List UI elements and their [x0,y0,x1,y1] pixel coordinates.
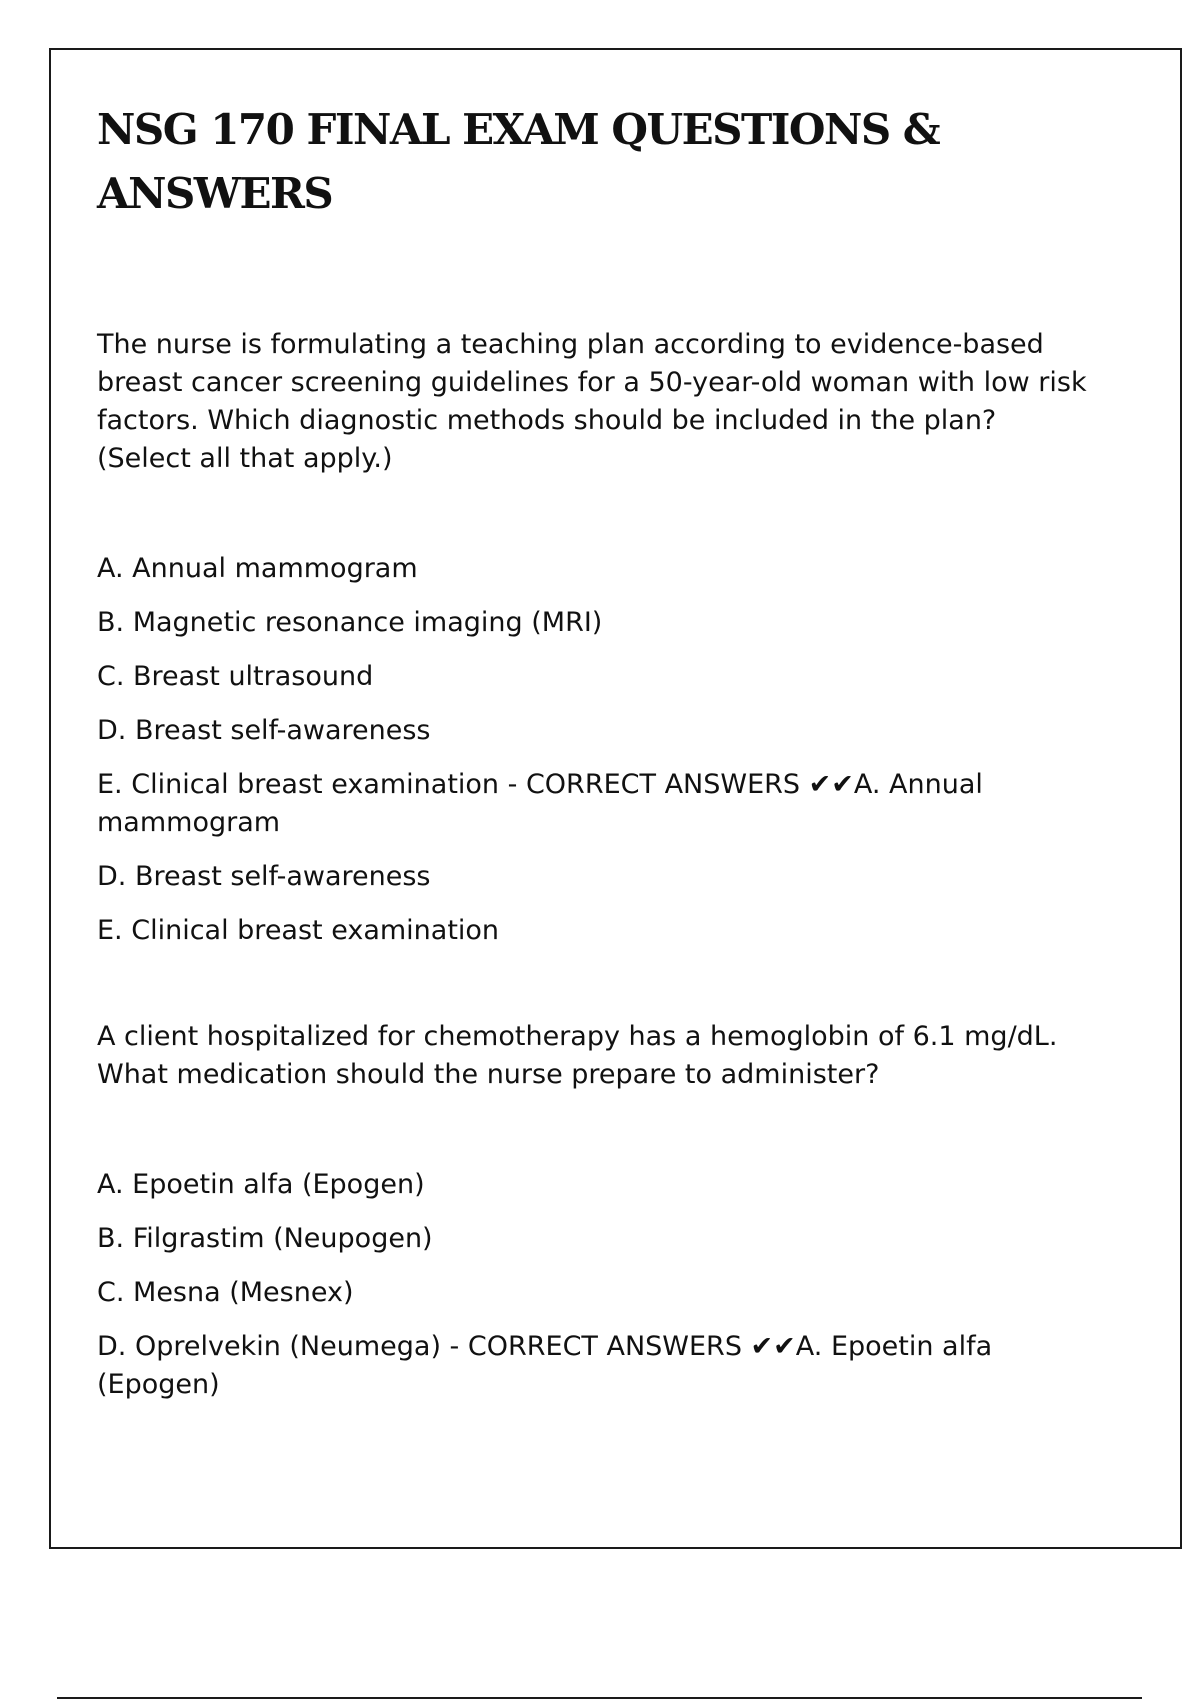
list-item: E. Clinical breast examination [97,915,500,946]
list-item: D. Breast self-awareness [97,861,431,892]
list-item: C. Breast ultrasound [97,661,374,692]
question-2-options [97,1166,1097,1404]
list-item: E. Clinical breast examination - CORRECT ANSWERS ✔✔A. Annual mammogram [97,769,983,838]
list-item: D. Breast self-awareness [97,715,431,746]
list-item: D. Oprelvekin (Neumega) - CORRECT ANSWERS ✔✔A. Epoetin alfa (Epogen) [97,1331,993,1400]
list-item: A. Annual mammogram [97,553,418,584]
list-item: A. Epoetin alfa (Epogen) [97,1169,425,1200]
question-1-options [97,550,1097,950]
question-2-text: A client hospitalized for chemotherapy has a hemoglobin of 6.1 mg/dL. What medication should the nurse prepare to administer? [97,1021,1058,1090]
question-1-text: The nurse is formulating a teaching plan according to evidence-based breast cancer screening guidelines for a 50-year-old woman with low risk factors. Which diagnostic methods should be included in the plan? (Select all that apply.) [97,329,1087,474]
document-body [97,98,1097,1420]
list-item: B. Filgrastim (Neupogen) [97,1223,433,1254]
page-title: NSG 170 FINAL EXAM QUESTIONS & ANSWERS [97,105,940,218]
list-item: C. Mesna (Mesnex) [97,1277,354,1308]
footer-divider [57,1697,1142,1699]
list-item: B. Magnetic resonance imaging (MRI) [97,607,603,638]
